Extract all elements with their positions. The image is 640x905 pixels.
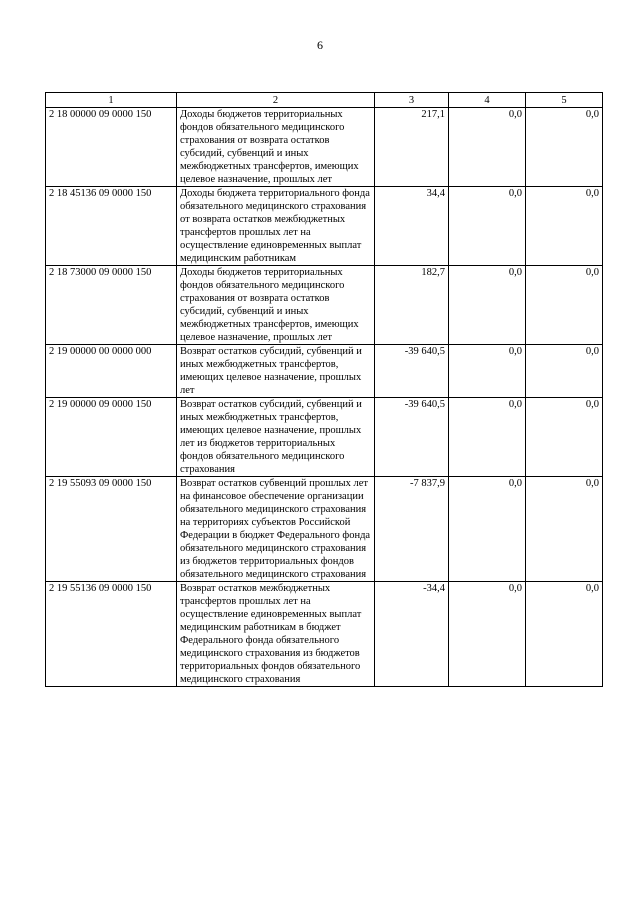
row-value-4: 0,0 xyxy=(449,398,526,477)
row-value-3: -39 640,5 xyxy=(375,398,449,477)
row-value-4: 0,0 xyxy=(449,582,526,687)
row-name: Доходы бюджета территориального фонда обязательного медицинского страхования от возврата остатков межбюджетных трансфертов прошлых лет на осуществление единовременных выплат медицинским работникам xyxy=(177,187,375,266)
row-name: Возврат остатков субсидий, субвенций и иных межбюджетных трансфертов, имеющих целевое назначение, прошлых лет из бюджетов территориальных фондов обязательного медицинского страхования xyxy=(177,398,375,477)
row-value-5: 0,0 xyxy=(526,345,603,398)
row-value-5: 0,0 xyxy=(526,398,603,477)
row-value-4: 0,0 xyxy=(449,345,526,398)
row-value-4: 0,0 xyxy=(449,108,526,187)
table-row xyxy=(46,108,603,187)
row-value-3: 34,4 xyxy=(375,187,449,266)
row-name: Возврат остатков межбюджетных трансфертов прошлых лет на осуществление единовременных выплат медицинским работникам в бюджет Федерального фонда обязательного медицинского страхования из бюджетов территориальных фондов обязательного медицинского страхования xyxy=(177,582,375,687)
row-name: Доходы бюджетов территориальных фондов обязательного медицинского страхования от возврата остатков субсидий, субвенций и иных межбюджетных трансфертов, имеющих целевое назначение, прошлых лет xyxy=(177,108,375,187)
row-value-3: -39 640,5 xyxy=(375,345,449,398)
row-value-4: 0,0 xyxy=(449,187,526,266)
table-row xyxy=(46,266,603,345)
row-value-5: 0,0 xyxy=(526,266,603,345)
row-value-3: 217,1 xyxy=(375,108,449,187)
table-row xyxy=(46,345,603,398)
row-name: Возврат остатков субвенций прошлых лет на финансовое обеспечение организации обязательного медицинского страхования на территориях субъектов Российской Федерации в бюджет Федерального фонда обязательного медицинского страхования из бюджетов территориальных фондов обязательного медицинского страхования xyxy=(177,477,375,582)
column-header-1: 1 xyxy=(46,93,177,108)
row-value-3: 182,7 xyxy=(375,266,449,345)
row-value-3: -7 837,9 xyxy=(375,477,449,582)
page-number: 6 xyxy=(317,38,323,52)
row-value-4: 0,0 xyxy=(449,477,526,582)
row-value-5: 0,0 xyxy=(526,108,603,187)
row-value-4: 0,0 xyxy=(449,266,526,345)
row-code: 2 19 55093 09 0000 150 xyxy=(46,477,177,582)
row-name: Доходы бюджетов территориальных фондов обязательного медицинского страхования от возврата остатков субсидий, субвенций и иных межбюджетных трансфертов, имеющих целевое назначение, прошлых лет xyxy=(177,266,375,345)
row-code: 2 18 00000 09 0000 150 xyxy=(46,108,177,187)
table-header-row xyxy=(46,93,603,108)
column-header-4: 4 xyxy=(449,93,526,108)
table-row xyxy=(46,582,603,687)
table-row xyxy=(46,398,603,477)
row-value-5: 0,0 xyxy=(526,582,603,687)
row-code: 2 18 45136 09 0000 150 xyxy=(46,187,177,266)
table-row xyxy=(46,187,603,266)
row-code: 2 19 00000 09 0000 150 xyxy=(46,398,177,477)
row-code: 2 19 00000 00 0000 000 xyxy=(46,345,177,398)
column-header-3: 3 xyxy=(375,93,449,108)
row-code: 2 18 73000 09 0000 150 xyxy=(46,266,177,345)
row-value-5: 0,0 xyxy=(526,187,603,266)
budget-table xyxy=(45,92,603,687)
table-row xyxy=(46,477,603,582)
row-code: 2 19 55136 09 0000 150 xyxy=(46,582,177,687)
column-header-2: 2 xyxy=(177,93,375,108)
row-name: Возврат остатков субсидий, субвенций и иных межбюджетных трансфертов, имеющих целевое назначение, прошлых лет xyxy=(177,345,375,398)
row-value-5: 0,0 xyxy=(526,477,603,582)
column-header-5: 5 xyxy=(526,93,603,108)
row-value-3: -34,4 xyxy=(375,582,449,687)
